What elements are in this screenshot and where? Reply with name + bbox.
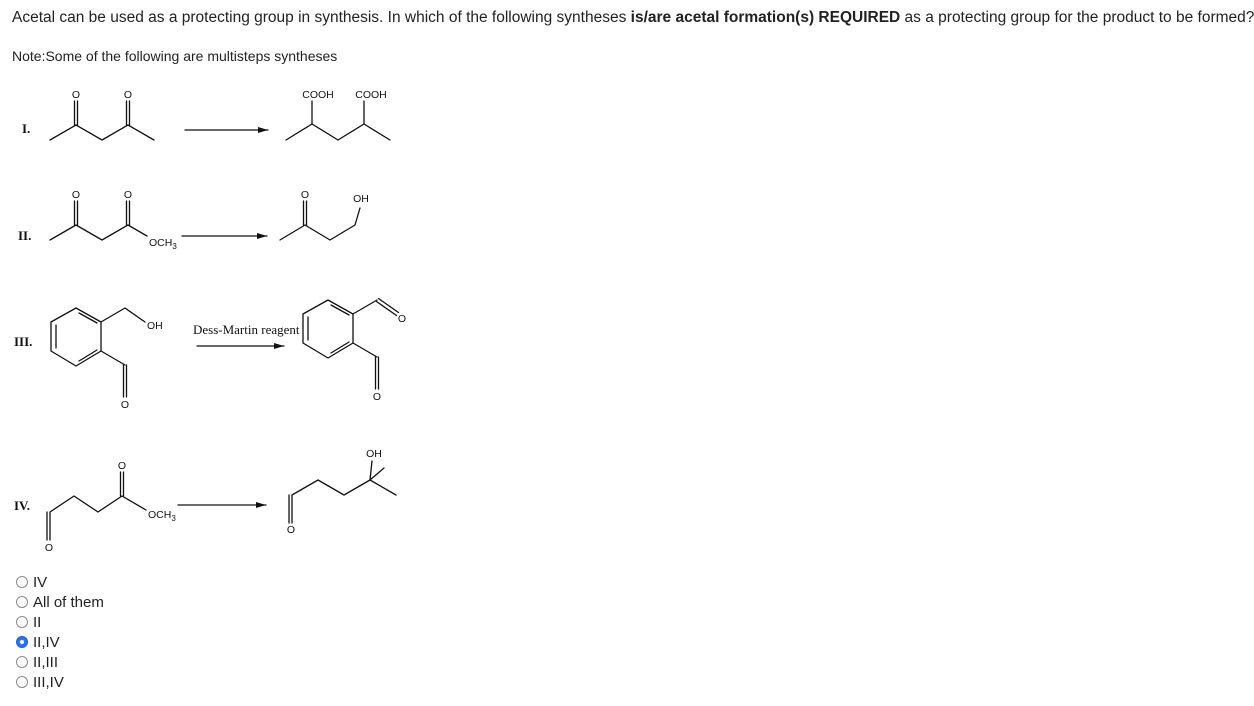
question-text-end: as a protecting group for the product to be formed? [900, 9, 1254, 26]
option-ii-iv[interactable] [16, 632, 104, 652]
reaction-3-product-aldehyde-oxygen-2: O [372, 391, 382, 403]
radio-button[interactable] [16, 616, 28, 628]
option-all-of-them[interactable] [16, 592, 104, 612]
radio-button[interactable] [16, 656, 28, 668]
reaction-1-carbonyl-oxygen-2: O [123, 89, 133, 101]
reaction-3-product [303, 299, 406, 404]
reaction-4-aldehyde-oxygen: O [44, 542, 54, 554]
reaction-2-ester-oxygen: O [123, 189, 133, 201]
reaction-1-carbonyl-oxygen-1: O [71, 89, 81, 101]
option-ii-iii[interactable] [16, 652, 104, 672]
reaction-4-starting-material [45, 460, 176, 554]
option-iii-iv[interactable] [16, 672, 104, 692]
reaction-2-product-hydroxyl: OH [353, 193, 369, 205]
question-text-start: Acetal can be used as a protecting group in synthesis. In which of the following syntheses [12, 9, 631, 26]
reaction-3-hydroxyl: OH [147, 320, 163, 332]
reaction-4 [14, 448, 396, 554]
reaction-4-methoxy-group: $OCH_3$ [148, 509, 176, 523]
reaction-3-reagent: Dess-Martin reagent [193, 322, 300, 337]
reaction-3-product-aldehyde-oxygen-1: O [397, 313, 407, 325]
option-label: II [33, 613, 42, 631]
reaction-2-product-oxygen: O [300, 189, 310, 201]
reaction-4-product-hydroxyl: OH [366, 448, 382, 460]
option-label: II,III [33, 653, 59, 671]
option-label: III,IV [33, 673, 64, 691]
radio-button-selected[interactable] [16, 636, 28, 648]
radio-button[interactable] [16, 576, 28, 588]
option-label: IV [33, 573, 48, 591]
reaction-3-aldehyde-oxygen: O [120, 399, 130, 411]
reaction-4-ester-oxygen: O [117, 460, 127, 472]
option-label: II,IV [33, 633, 60, 651]
reaction-2-methoxy-group: $OCH_3$ [149, 237, 177, 251]
reaction-1 [22, 89, 390, 140]
option-label: All of them [33, 593, 104, 611]
reaction-3 [14, 299, 406, 412]
answer-options [16, 572, 104, 692]
option-ii[interactable] [16, 612, 104, 632]
reaction-3-label: III. [14, 334, 33, 349]
reaction-1-product [286, 89, 390, 140]
reaction-2 [18, 189, 369, 251]
reaction-4-product [287, 448, 396, 536]
reaction-2-label: II. [18, 228, 32, 243]
reaction-1-product-acid-1: COOH [302, 89, 334, 101]
reaction-3-starting-material [51, 308, 163, 411]
reaction-1-product-acid-2: COOH [355, 89, 387, 101]
reaction-1-label: I. [22, 121, 31, 136]
question-text-emphasis: is/are acetal formation(s) REQUIRED [630, 9, 901, 26]
option-iv[interactable] [16, 572, 104, 592]
radio-button[interactable] [16, 596, 28, 608]
radio-button[interactable] [16, 676, 28, 688]
reaction-2-product [280, 189, 369, 240]
reaction-4-label: IV. [14, 498, 31, 513]
note-text: Note:Some of the following are multisteps syntheses [12, 48, 338, 64]
reaction-4-product-aldehyde-oxygen: O [286, 524, 296, 536]
reaction-1-starting-material [50, 89, 154, 140]
reaction-2-starting-material [50, 189, 177, 251]
reaction-2-ketone-oxygen: O [71, 189, 81, 201]
